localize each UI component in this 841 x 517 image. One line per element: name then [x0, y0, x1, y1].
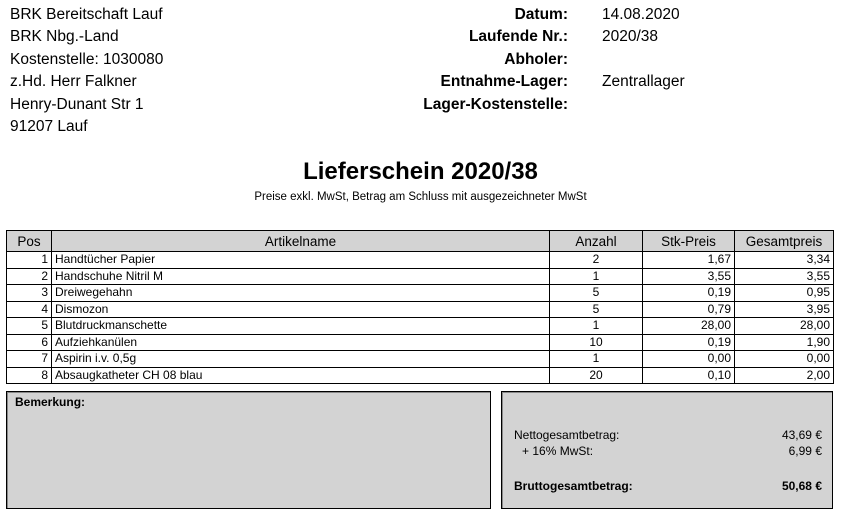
cell-qty: 20: [550, 367, 643, 384]
cell-article: Aufziehkanülen: [52, 334, 550, 351]
table-row: [7, 351, 834, 368]
cell-qty: 5: [550, 285, 643, 302]
remark-label: Bemerkung:: [15, 395, 86, 409]
table-row: [7, 301, 834, 318]
net-total-value: 43,69 €: [781, 428, 822, 442]
cell-total-price: 0,00: [735, 351, 834, 368]
cell-qty: 1: [550, 351, 643, 368]
sender-line: BRK Bereitschaft Lauf: [10, 6, 163, 23]
cell-unit-price: 0,10: [643, 367, 735, 384]
table-row: [7, 334, 834, 351]
header-unit-price: Stk-Preis: [643, 231, 735, 252]
sender-address: [10, 4, 163, 138]
vat-label: + 16% MwSt:: [522, 444, 594, 458]
cell-total-price: 3,55: [735, 268, 834, 285]
table-header-row: [7, 231, 834, 252]
cell-unit-price: 0,19: [643, 334, 735, 351]
cell-qty: 5: [550, 301, 643, 318]
cell-unit-price: 0,00: [643, 351, 735, 368]
header-pos: Pos: [7, 231, 52, 252]
cell-total-price: 28,00: [735, 318, 834, 335]
gross-total-row: [514, 479, 822, 493]
table-row: [7, 252, 834, 269]
vat-value: 6,99 €: [788, 444, 822, 458]
header-total-price: Gesamtpreis: [735, 231, 834, 252]
cell-article: Aspirin i.v. 0,5g: [52, 351, 550, 368]
sender-line: BRK Nbg.-Land: [10, 28, 119, 46]
cell-qty: 10: [550, 334, 643, 351]
sender-line: z.Hd. Herr Falkner: [10, 73, 137, 91]
cell-total-price: 0,95: [735, 285, 834, 302]
meta-date-row: [380, 4, 685, 26]
meta-date-label: Datum:: [514, 6, 568, 23]
table-row: [7, 268, 834, 285]
cell-unit-price: 28,00: [643, 318, 735, 335]
cell-article: Handschuhe Nitril M: [52, 268, 550, 285]
items-table: [6, 230, 834, 384]
cell-pos: 7: [7, 351, 52, 368]
meta-date-value: 14.08.2020: [602, 6, 680, 23]
table-row: [7, 367, 834, 384]
sender-line: Henry-Dunant Str 1: [10, 95, 144, 113]
cell-unit-price: 3,55: [643, 268, 735, 285]
cell-pos: 5: [7, 318, 52, 335]
cell-qty: 2: [550, 252, 643, 269]
header-article: Artikelname: [52, 231, 550, 252]
cell-total-price: 3,34: [735, 252, 834, 269]
cell-unit-price: 1,67: [643, 252, 735, 269]
meta-costcenter-row: [380, 94, 685, 116]
cell-total-price: 1,90: [735, 334, 834, 351]
cell-pos: 8: [7, 367, 52, 384]
net-total-row: [514, 428, 822, 442]
sender-line: 91207 Lauf: [10, 118, 88, 136]
cell-pos: 2: [7, 268, 52, 285]
cell-article: Dismozon: [52, 301, 550, 318]
remark-box: [6, 391, 491, 509]
table-row: [7, 285, 834, 302]
cell-article: Blutdruckmanschette: [52, 318, 550, 335]
cell-pos: 3: [7, 285, 52, 302]
meta-number-label: Laufende Nr.:: [468, 28, 568, 46]
vat-row: [514, 444, 822, 458]
meta-warehouse-label: Entnahme-Lager:: [440, 73, 568, 91]
cell-qty: 1: [550, 268, 643, 285]
gross-total-value: 50,68 €: [781, 479, 822, 493]
cell-pos: 1: [7, 252, 52, 269]
cell-pos: 6: [7, 334, 52, 351]
totals-box: [501, 391, 833, 509]
meta-pickup-label: Abholer:: [504, 50, 568, 68]
cell-article: Dreiwegehahn: [52, 285, 550, 302]
header-qty: Anzahl: [550, 231, 643, 252]
cell-total-price: 3,95: [735, 301, 834, 318]
meta-costcenter-label: Lager-Kostenstelle:: [423, 95, 568, 113]
meta-warehouse-row: [380, 71, 685, 93]
cell-article: Absaugkatheter CH 08 blau: [52, 367, 550, 384]
meta-number-row: [380, 26, 685, 48]
document-title: Lieferschein 2020/38: [303, 158, 538, 185]
cell-qty: 1: [550, 318, 643, 335]
gross-total-label: Bruttogesamtbetrag:: [514, 479, 633, 493]
net-total-label: Nettogesamtbetrag:: [514, 428, 620, 442]
cell-article: Handtücher Papier: [52, 252, 550, 269]
cell-unit-price: 0,19: [643, 285, 735, 302]
document-meta: [380, 4, 685, 116]
meta-warehouse-value: Zentrallager: [602, 73, 685, 91]
meta-number-value: 2020/38: [602, 28, 659, 46]
cell-total-price: 2,00: [735, 367, 834, 384]
sender-line: Kostenstelle: 1030080: [10, 50, 164, 68]
cell-unit-price: 0,79: [643, 301, 735, 318]
cell-pos: 4: [7, 301, 52, 318]
document-subtitle: Preise exkl. MwSt, Betrag am Schluss mit ausgezeichneter MwSt: [254, 191, 587, 203]
meta-pickup-row: [380, 49, 685, 71]
table-row: [7, 318, 834, 335]
